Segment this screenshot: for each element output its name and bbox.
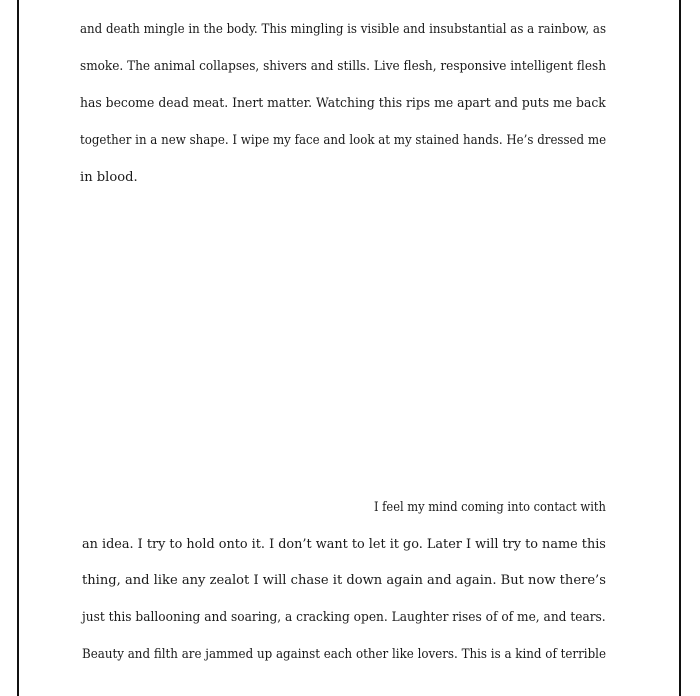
text-line: thing, and like any zealot I will chase it down again and again. But now there’s bbox=[82, 573, 606, 588]
text-line: just this ballooning and soaring, a cracking open. Laughter rises of of me, and tears. bbox=[82, 610, 606, 625]
text-line: an idea. I try to hold onto it. I don’t want to let it go. Later I will try to name this bbox=[82, 537, 606, 552]
text-line: in blood. bbox=[80, 170, 138, 185]
text-line: I feel my mind coming into contact with bbox=[374, 500, 606, 515]
text-line: Beauty and filth are jammed up against each other like lovers. This is a kind of terrible bbox=[82, 647, 606, 662]
text-line: smoke. The animal collapses, shivers and stills. Live flesh, responsive intelligent flesh bbox=[80, 59, 607, 74]
text-line: has become dead meat. Inert matter. Watching this rips me apart and puts me back bbox=[80, 96, 606, 111]
text-line: and death mingle in the body. This mingling is visible and insubstantial as a rainbow, as bbox=[80, 22, 607, 37]
text-line: together in a new shape. I wipe my face and look at my stained hands. He’s dressed me bbox=[80, 133, 607, 148]
